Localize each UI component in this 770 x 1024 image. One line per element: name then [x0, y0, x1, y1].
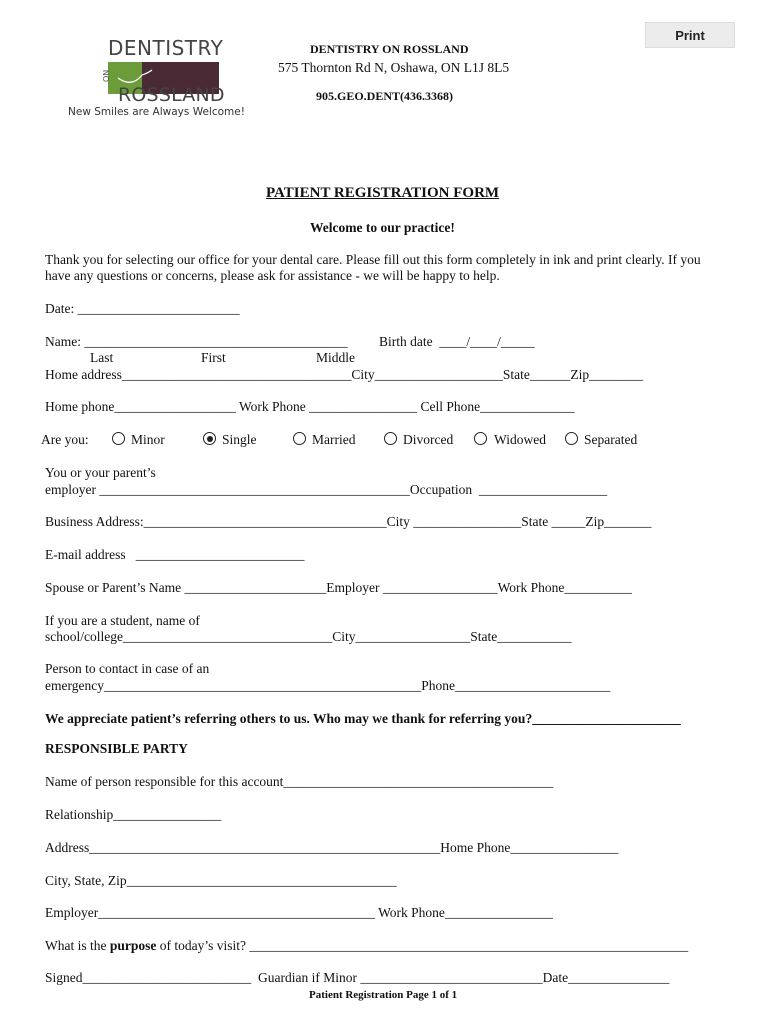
home-address-field[interactable]: Home address__________________________________City___________________State______Zip________ [45, 367, 644, 382]
name-sub-first: First [201, 350, 226, 365]
email-field[interactable]: E-mail address _________________________ [45, 547, 305, 562]
radio-single[interactable] [203, 432, 216, 445]
intro-line-1: Thank you for selecting our office for your dental care. Please fill out this form completely in ink and print clearly. If you [45, 252, 701, 267]
radio-married-label: Married [312, 432, 356, 447]
emergency-contact-field[interactable]: emergency_______________________________________________Phone_______________________ [45, 678, 611, 693]
relationship-field[interactable]: Relationship________________ [45, 807, 222, 822]
business-address-field[interactable]: Business Address:____________________________________City ________________State _____Zip_______ [45, 514, 652, 529]
name-sub-last: Last [90, 350, 114, 365]
marital-label: Are you: [41, 432, 89, 447]
practice-name: DENTISTRY ON ROSSLAND [310, 42, 469, 56]
date-field[interactable]: Date: ________________________ [45, 301, 240, 316]
visit-purpose-field[interactable] [45, 938, 688, 954]
logo-tagline: New Smiles are Always Welcome! [68, 106, 245, 118]
radio-minor-label: Minor [131, 432, 165, 447]
responsible-name-field[interactable]: Name of person responsible for this account________________________________________ [45, 774, 554, 789]
purpose-bold-word: purpose [109, 938, 157, 953]
radio-divorced-label: Divorced [403, 432, 454, 447]
logo-text-rossland: ROSSLAND [118, 84, 225, 106]
city-state-zip-field[interactable]: City, State, Zip________________________________________ [45, 873, 397, 888]
radio-widowed[interactable] [474, 432, 487, 445]
print-button[interactable]: Print [645, 22, 735, 48]
radio-widowed-label: Widowed [494, 432, 546, 447]
radio-divorced[interactable] [384, 432, 397, 445]
responsible-address-field[interactable]: Address____________________________________________________Home Phone________________ [45, 840, 619, 855]
student-label-1: If you are a student, name of [45, 613, 200, 628]
phones-field[interactable]: Home phone__________________ Work Phone ________________ Cell Phone______________ [45, 399, 575, 414]
purpose-suffix: of today’s visit? _________________________________________________________________ [156, 938, 689, 953]
form-title: PATIENT REGISTRATION FORM [266, 185, 500, 201]
birth-date-field[interactable]: Birth date ____/____/_____ [379, 334, 535, 349]
logo-text-dentistry: DENTISTRY [108, 36, 224, 60]
radio-minor[interactable] [112, 432, 125, 445]
employer-label-1: You or your parent’s [45, 465, 156, 480]
responsible-party-heading: RESPONSIBLE PARTY [45, 741, 188, 756]
responsible-employer-field[interactable]: Employer_________________________________________ Work Phone________________ [45, 905, 553, 920]
practice-phone: 905.GEO.DENT(436.3368) [316, 89, 454, 103]
radio-married[interactable] [293, 432, 306, 445]
practice-logo [66, 36, 256, 122]
employer-occupation-field[interactable]: employer ______________________________________________Occupation ___________________ [45, 482, 608, 497]
logo-text-on: ON [102, 69, 111, 82]
referral-field[interactable]: We appreciate patient’s referring others to us. Who may we thank for referring you?______________________ [45, 711, 681, 726]
page-footer: Patient Registration Page 1 of 1 [309, 989, 458, 1001]
purpose-prefix: What is the [45, 938, 110, 953]
spouse-parent-field[interactable]: Spouse or Parent’s Name _____________________Employer _________________Work Phone__________ [45, 580, 632, 595]
name-field[interactable]: Name: _______________________________________ [45, 334, 348, 349]
radio-separated[interactable] [565, 432, 578, 445]
school-college-field[interactable]: school/college_______________________________City_________________State___________ [45, 629, 572, 644]
intro-line-2: have any questions or concerns, please ask for assistance - we will be happy to help. [45, 268, 500, 283]
radio-single-label: Single [222, 432, 257, 447]
practice-address: 575 Thornton Rd N, Oshawa, ON L1J 8L5 [278, 60, 510, 75]
radio-separated-label: Separated [584, 432, 638, 447]
emergency-label-1: Person to contact in case of an [45, 661, 210, 676]
welcome-text: Welcome to our practice! [310, 220, 455, 235]
signature-field[interactable]: Signed_________________________ Guardian if Minor ___________________________Date_______________ [45, 970, 670, 985]
name-sub-middle: Middle [316, 350, 355, 365]
